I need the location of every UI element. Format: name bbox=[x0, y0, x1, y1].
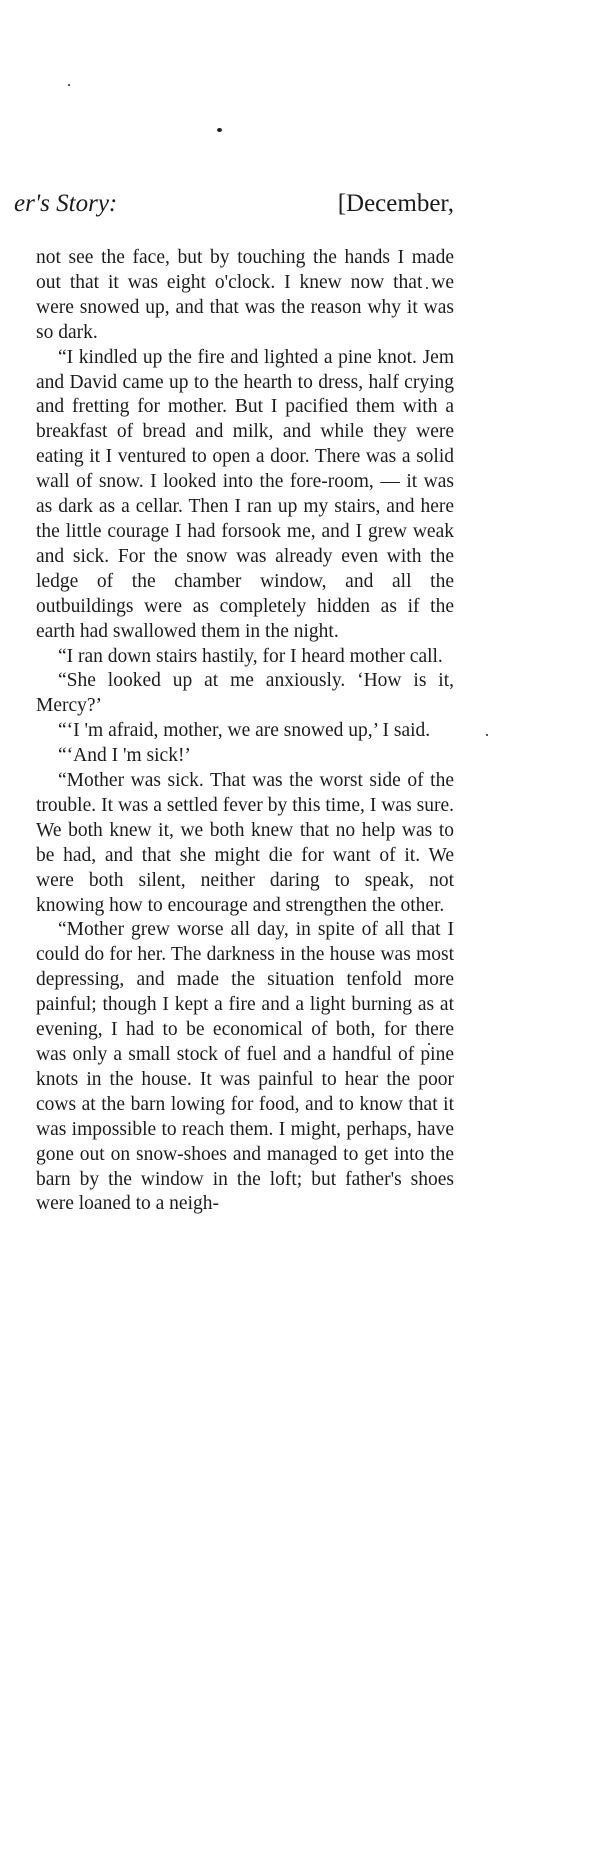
paragraph: “She looked up at me anxiously. ‘How is it, Mercy?’ bbox=[36, 670, 454, 717]
paragraph: not see the face, but by touching the hands I made out that it was eight o'clock. I knew now that we were snowed up, and that was the reason why it was so dark. bbox=[36, 247, 454, 343]
running-header-month: [December, bbox=[337, 190, 454, 217]
running-header bbox=[14, 186, 454, 222]
paragraph: “Mother was sick. That was the worst side of the trouble. It was a settled fever by this time, I was sure. We both knew it, we both knew that no help was to be had, and that she might die for want of it. We were both silent, neither daring to speak, not knowing how to encourage and strengthen the other. bbox=[36, 770, 454, 916]
paragraph: “‘I 'm afraid, mother, we are snowed up,’ I said. bbox=[58, 720, 431, 742]
paragraph: “I ran down stairs hastily, for I heard mother call. bbox=[58, 645, 443, 667]
paragraph: “‘And I 'm sick!’ bbox=[58, 745, 191, 767]
ink-speck bbox=[217, 128, 222, 132]
ink-speck bbox=[68, 84, 70, 86]
running-header-title: er's Story: bbox=[14, 190, 118, 217]
ink-speck bbox=[486, 734, 488, 736]
body-text bbox=[36, 246, 454, 1217]
paragraph: “I kindled up the fire and lighted a pine knot. Jem and David came up to the hearth to dress, half crying and fretting for mother. But I pacified them with a breakfast of bread and milk, and while they were eating it I ventured to open a door. There was a solid wall of snow. I looked into the fore-room, — it was as dark as a cellar. Then I ran up my stairs, and here the little courage I had forsook me, and I grew weak and sick. For the snow was already even with the ledge of the chamber window, and all the outbuildings were as completely hidden as if the earth had swallowed them in the night. bbox=[36, 346, 454, 642]
paragraph: “Mother grew worse all day, in spite of all that I could do for her. The darkness in the house was most depressing, and made the situation tenfold more painful; though I kept a fire and a light burning as at evening, I had to be economical of both, for there was only a small stock of fuel and a handful of pine knots in the house. It was painful to hear the poor cows at the barn lowing for food, and to know that it was impossible to reach them. I might, perhaps, have gone out on snow-shoes and managed to get into the barn by the window in the loft; but father's shoes were loaned to a neigh- bbox=[36, 919, 454, 1215]
